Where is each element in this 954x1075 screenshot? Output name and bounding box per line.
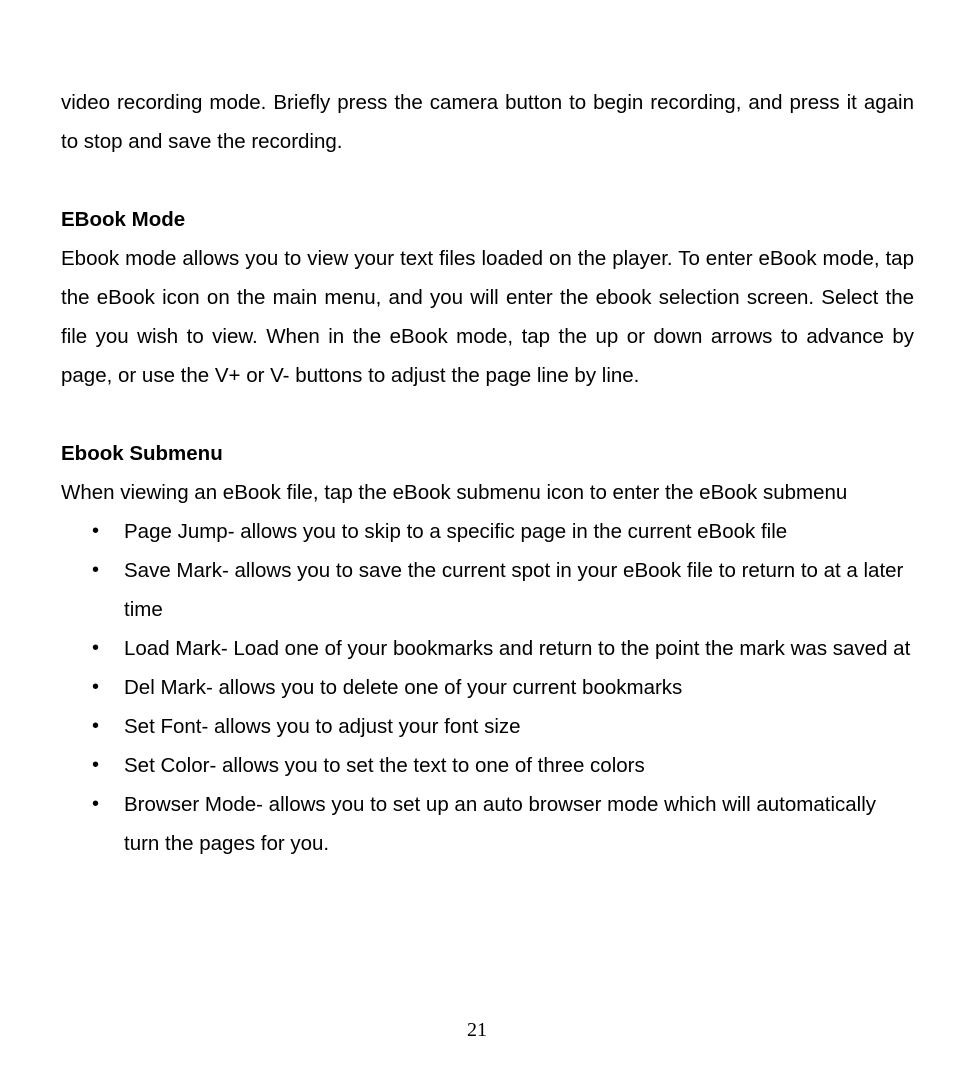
list-item-text: Set Font- allows you to adjust your font size bbox=[124, 715, 521, 738]
list-item bbox=[61, 707, 914, 746]
bullet-icon: • bbox=[92, 559, 100, 581]
list-item-text: Save Mark- allows you to save the current spot in your eBook file to return to at a later time bbox=[124, 559, 904, 621]
spacer bbox=[61, 161, 914, 200]
bullet-icon: • bbox=[92, 520, 100, 542]
bullet-icon: • bbox=[92, 676, 100, 698]
ebook-mode-heading: EBook Mode bbox=[61, 208, 186, 231]
intro-paragraph: video recording mode. Briefly press the camera button to begin recording, and press it again to stop and save the recording. bbox=[61, 91, 914, 153]
list-item-text: Del Mark- allows you to delete one of your current bookmarks bbox=[124, 676, 683, 699]
list-item bbox=[61, 668, 914, 707]
ebook-mode-paragraph: Ebook mode allows you to view your text files loaded on the player. To enter eBook mode, tap the eBook icon on the main menu, and you will enter the ebook selection screen. Select the file you wish to view. When in the eBook mode, tap the up or down arrows to advance by page, or use the V+ or V- buttons to adjust the page line by line. bbox=[61, 247, 914, 387]
list-item bbox=[61, 629, 914, 668]
list-item bbox=[61, 746, 914, 785]
page-number: 21 bbox=[467, 1019, 487, 1041]
bullet-icon: • bbox=[92, 793, 100, 815]
list-item-text: Load Mark- Load one of your bookmarks and return to the point the mark was saved at bbox=[124, 637, 911, 660]
document-page bbox=[61, 83, 914, 863]
ebook-submenu-paragraph: When viewing an eBook file, tap the eBook submenu icon to enter the eBook submenu bbox=[61, 481, 848, 504]
list-item bbox=[61, 785, 914, 863]
list-item-text: Browser Mode- allows you to set up an auto browser mode which will automatically turn the pages for you. bbox=[124, 793, 877, 855]
bullet-icon: • bbox=[92, 715, 100, 737]
spacer bbox=[61, 395, 914, 434]
list-item bbox=[61, 512, 914, 551]
bullet-icon: • bbox=[92, 637, 100, 659]
list-item bbox=[61, 551, 914, 629]
bullet-icon: • bbox=[92, 754, 100, 776]
ebook-submenu-heading: Ebook Submenu bbox=[61, 442, 223, 465]
list-item-text: Page Jump- allows you to skip to a specific page in the current eBook file bbox=[124, 520, 788, 543]
list-item-text: Set Color- allows you to set the text to one of three colors bbox=[124, 754, 645, 777]
submenu-options-list bbox=[61, 512, 914, 863]
